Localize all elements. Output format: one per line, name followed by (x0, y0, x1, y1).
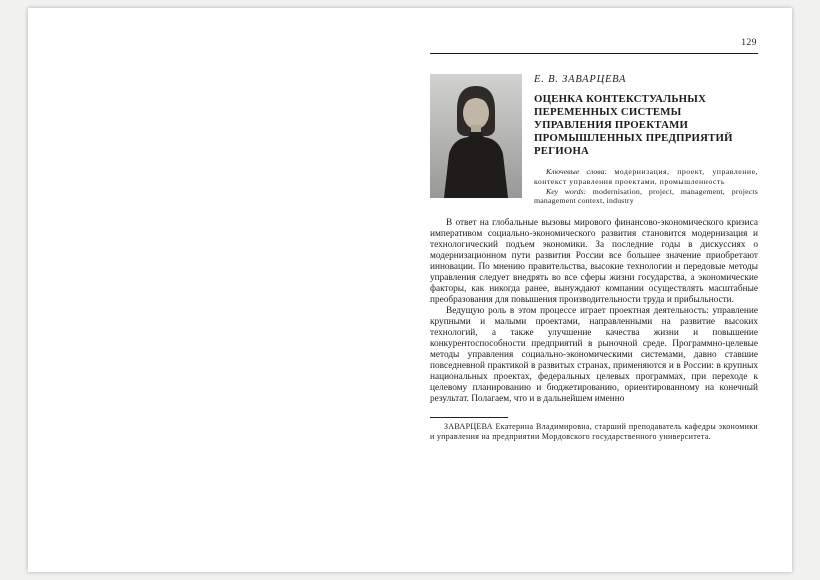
footnote-text: ЗАВАРЦЕВА Екатерина Владимировна, старший преподаватель кафедры экономики и управления на предприятии Мордовского государственного университета. (430, 422, 758, 442)
header-rule (430, 53, 758, 54)
author-name: Е. В. ЗАВАРЦЕВА (534, 74, 627, 85)
keywords-ru-label: Ключевые слова: (546, 167, 608, 176)
footnote-rule (430, 417, 508, 418)
body-paragraph: В ответ на глобальные вызовы мирового финансово-экономического кризиса императивом социально-экономического развития становится модернизация и технологический подъем экономики. За последние годы в дискуссиях о модернизационном пути развития России все большее значение приобретают инновации. По мнению правительства, высокие технологии и передовые методы управления следует внедрять во все сферы жизни государства, а экономические факторы, как никогда ранее, вынуждают компании осуществлять масштабные преобразования для повышения производительности труда и прибыльности. (430, 218, 758, 306)
author-photo (430, 74, 522, 198)
author-portrait-image (430, 74, 522, 198)
keywords-en-text: modernisation, project, management, projects management context, industry (534, 186, 758, 206)
article-title: ОЦЕНКА КОНТЕКСТУАЛЬНЫХ ПЕРЕМЕННЫХ СИСТЕМЫ УПРАВЛЕНИЯ ПРОЕКТАМИ ПРОМЫШЛЕННЫХ ПРЕДПРИЯТИЙ РЕГИОНА (534, 93, 733, 157)
page-content (430, 38, 758, 443)
keywords-block (534, 167, 758, 206)
article-header (430, 74, 758, 206)
article-body (430, 218, 758, 405)
page-number: 129 (741, 38, 757, 48)
page-sheet (28, 8, 792, 572)
header-text-block (534, 74, 758, 206)
keywords-ru (534, 167, 758, 187)
keywords-en (534, 187, 758, 207)
keywords-en-label: Key words: (546, 186, 587, 196)
body-paragraph: Ведущую роль в этом процессе играет проектная деятельность: управление крупными и малыми проектами, направленными на развитие высоких технологий, а также улучшение качества жизни и повышение конкурентоспособности предприятий в рыночной среде. Программно-целевые методы управления социально-экономическими системами, давно ставшие повседневной практикой в развитых странах, применяются и в России: в крупных национальных проектах, федеральных целевых программах, при переходе к целевому планированию и бюджетированию, ориентированному на конечный результат. Полагаем, что и в дальнейшем именно (430, 306, 758, 405)
keywords-ru-text: модернизация, проект, управление, контекст управления проектами, промышленность (534, 167, 758, 186)
